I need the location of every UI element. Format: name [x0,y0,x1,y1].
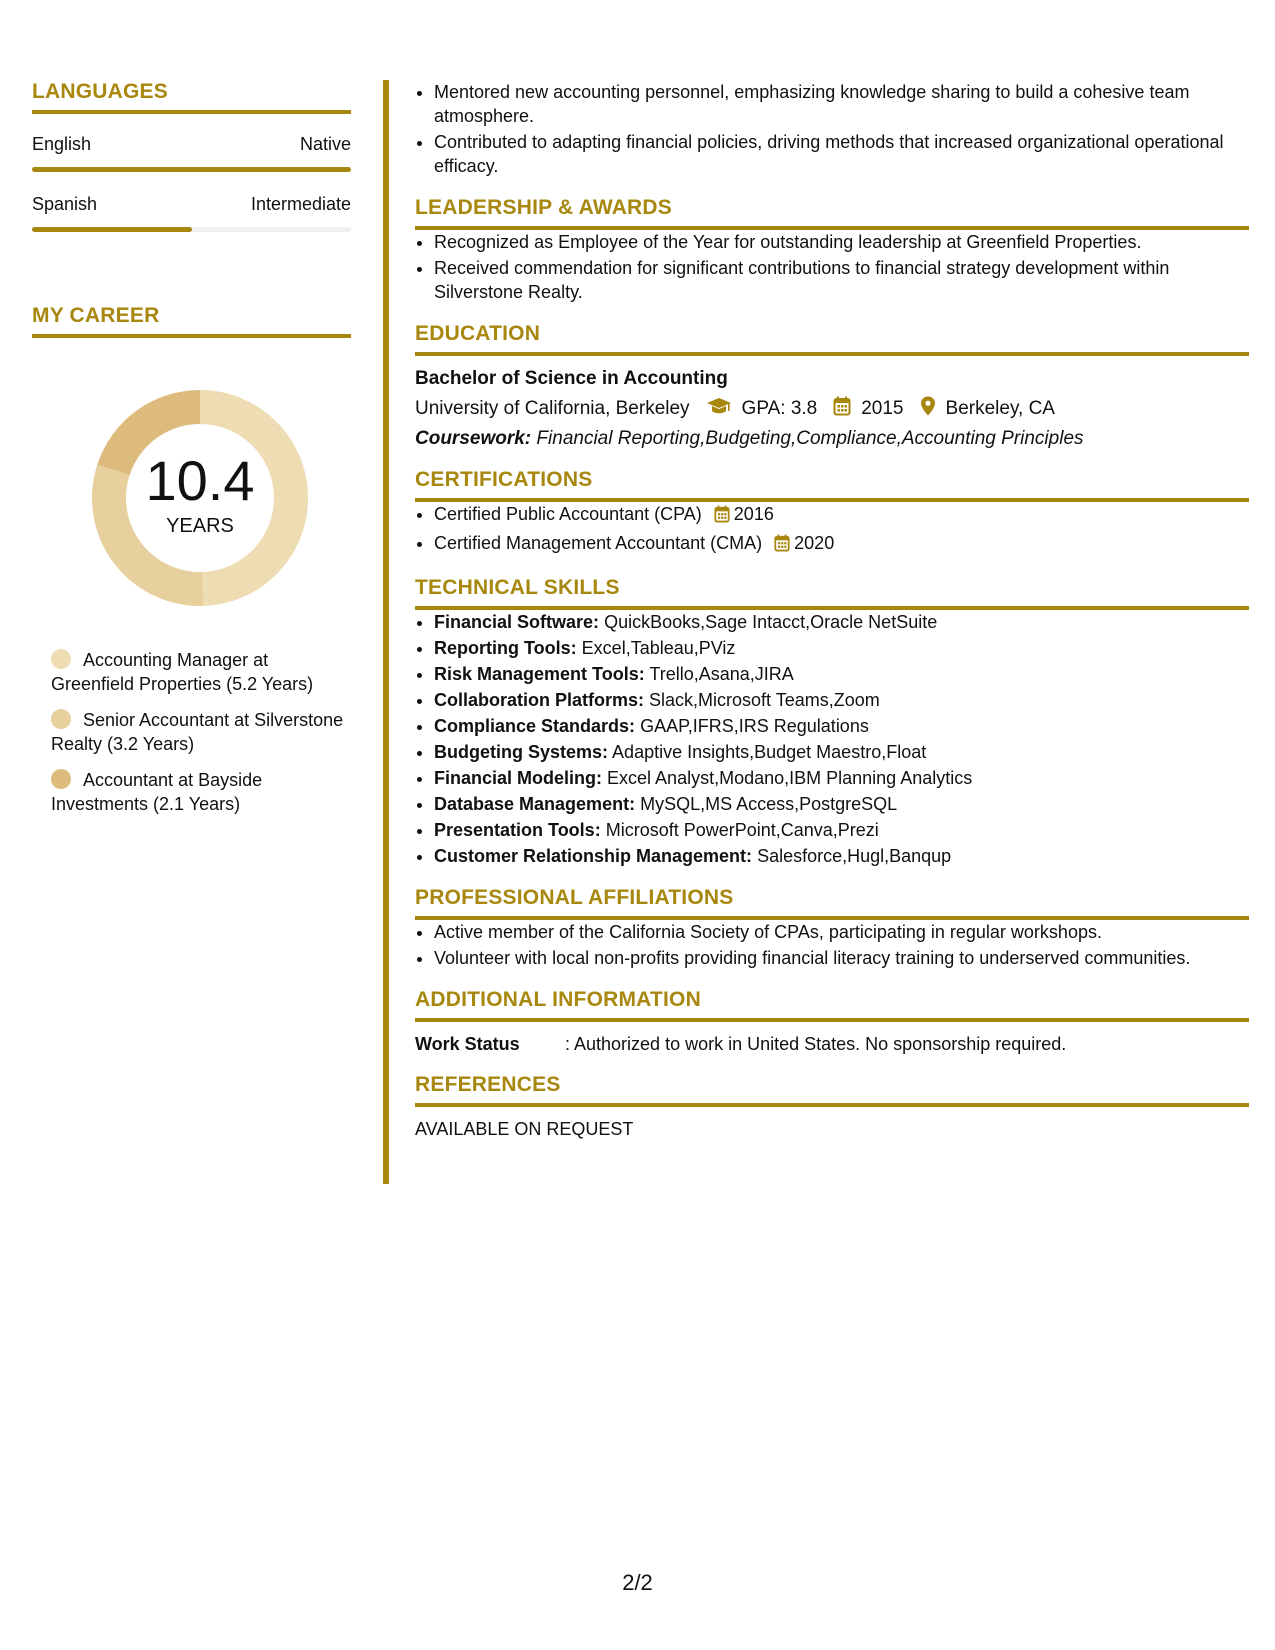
career-total-unit: YEARS [166,514,234,537]
career-legend [32,648,351,816]
skill-item [434,610,1249,634]
career-role-label: Senior Accountant at Silverstone Realty (3.2 Years) [51,710,344,754]
calendar-icon [714,505,730,529]
skills-section [415,576,1249,868]
work-status-value: : Authorized to work in United States. No sponsorship required. [565,1034,1067,1054]
skill-value: MySQL,MS Access,PostgreSQL [640,794,898,814]
language-name: English [32,134,92,154]
skill-value: Salesforce,Hugl,Banqup [757,846,952,866]
references-section [415,1073,1249,1140]
career-title: MY CAREER [32,304,351,338]
skill-value: Slack,Microsoft Teams,Zoom [649,690,880,710]
education-location: Berkeley, CA [945,398,1055,419]
work-status-row [415,1034,1249,1055]
right-column [415,80,1249,1140]
language-name: Spanish [32,194,98,214]
skill-label: Financial Modeling: [434,768,603,788]
skill-value: Excel,Tableau,PViz [581,638,736,658]
career-legend-item [51,768,351,816]
skill-value: QuickBooks,Sage Intacct,Oracle NetSuite [604,612,938,632]
language-item [32,194,351,232]
skill-item [434,844,1249,868]
references-text: AVAILABLE ON REQUEST [415,1119,634,1139]
additional-info-section [415,988,1249,1055]
graduation-cap-icon [706,397,732,421]
skill-item [434,636,1249,660]
skill-item [434,818,1249,842]
skill-label: Presentation Tools: [434,820,601,840]
education-degree: Bachelor of Science in Accounting [415,368,728,389]
calendar-icon [774,534,790,558]
skill-value: Microsoft PowerPoint,Canva,Prezi [605,820,879,840]
skill-item [434,662,1249,686]
language-proficiency-bar [32,227,351,232]
education-details [415,396,1249,422]
education-title: EDUCATION [415,322,1249,356]
education-school: University of California, Berkeley [415,398,690,419]
leadership-title: LEADERSHIP & AWARDS [415,196,1249,230]
education-section [415,322,1249,450]
map-pin-icon [920,396,936,422]
affiliations-section [415,886,1249,970]
certifications-title: CERTIFICATIONS [415,468,1249,502]
career-legend-item [51,648,351,696]
affiliation-item: • Active member of the California Society of CPAs, participating in regular workshops. [434,920,1249,944]
certification-year: 2020 [794,533,835,553]
skill-label: Database Management: [434,794,636,814]
additional-info-title: ADDITIONAL INFORMATION [415,988,1249,1022]
language-proficiency-fill [32,227,192,232]
skill-label: Risk Management Tools: [434,664,645,684]
skill-item [434,740,1249,764]
left-column [32,80,351,828]
skill-label: Customer Relationship Management: [434,846,753,866]
certification-name: Certified Management Accountant (CMA) [434,533,763,553]
skill-value: Adaptive Insights,Budget Maestro,Float [612,742,927,762]
legend-dot [51,649,71,669]
page-number: 2/2 [622,1570,653,1595]
education-coursework [415,428,1249,450]
skill-value: GAAP,IFRS,IRS Regulations [640,716,869,736]
experience-bullet: • Mentored new accounting personnel, emphasizing knowledge sharing to build a cohesive team atmosphere. [434,80,1249,128]
education-year: 2015 [861,398,904,419]
work-status-label: Work Status [415,1034,520,1054]
skill-value: Trello,Asana,JIRA [649,664,794,684]
skill-label: Compliance Standards: [434,716,636,736]
legend-dot [51,709,71,729]
career-role-label: Accountant at Bayside Investments (2.1 Years) [51,770,263,814]
skill-item [434,688,1249,712]
certification-year: 2016 [733,504,774,524]
skill-item [434,766,1249,790]
coursework-value: Financial Reporting,Budgeting,Compliance,Accounting Principles [536,428,1084,449]
certification-name: Certified Public Accountant (CPA) [434,504,702,524]
languages-title: LANGUAGES [32,80,351,114]
certification-item [434,502,1249,529]
career-donut-chart [80,378,320,618]
experience-bullet: • Contributed to adapting financial policies, driving methods that increased organizational operational efficacy. [434,130,1249,178]
skill-label: Financial Software: [434,612,600,632]
leadership-item: • Received commendation for significant contributions to financial strategy development within Silverstone Realty. [434,256,1249,304]
language-level: Native [299,134,351,154]
career-role-label: Accounting Manager at Greenfield Properties (5.2 Years) [51,650,314,694]
skill-item [434,714,1249,738]
language-level: Intermediate [250,194,351,214]
skill-label: Collaboration Platforms: [434,690,645,710]
affiliation-item: • Volunteer with local non-profits providing financial literacy training to underserved communities. [434,946,1249,970]
leadership-item: • Recognized as Employee of the Year for outstanding leadership at Greenfield Properties. [434,230,1249,254]
calendar-icon [833,396,851,422]
skill-label: Reporting Tools: [434,638,577,658]
career-legend-item [51,708,351,756]
career-total-years: 10.4 [145,448,255,512]
coursework-label: Coursework: [415,428,532,449]
legend-dot [51,769,71,789]
column-divider [383,80,389,1184]
skill-value: Excel Analyst,Modano,IBM Planning Analytics [607,768,973,788]
skill-label: Budgeting Systems: [434,742,609,762]
skill-item [434,792,1249,816]
education-gpa: GPA: 3.8 [741,398,818,419]
certifications-section [415,468,1249,558]
language-proficiency-bar [32,167,351,172]
language-proficiency-fill [32,167,351,172]
language-item [32,134,351,172]
experience-bullets [415,80,1249,178]
references-title: REFERENCES [415,1073,1249,1107]
leadership-section [415,196,1249,304]
skills-title: TECHNICAL SKILLS [415,576,1249,610]
certification-item [434,531,1249,558]
affiliations-title: PROFESSIONAL AFFILIATIONS [415,886,1249,920]
